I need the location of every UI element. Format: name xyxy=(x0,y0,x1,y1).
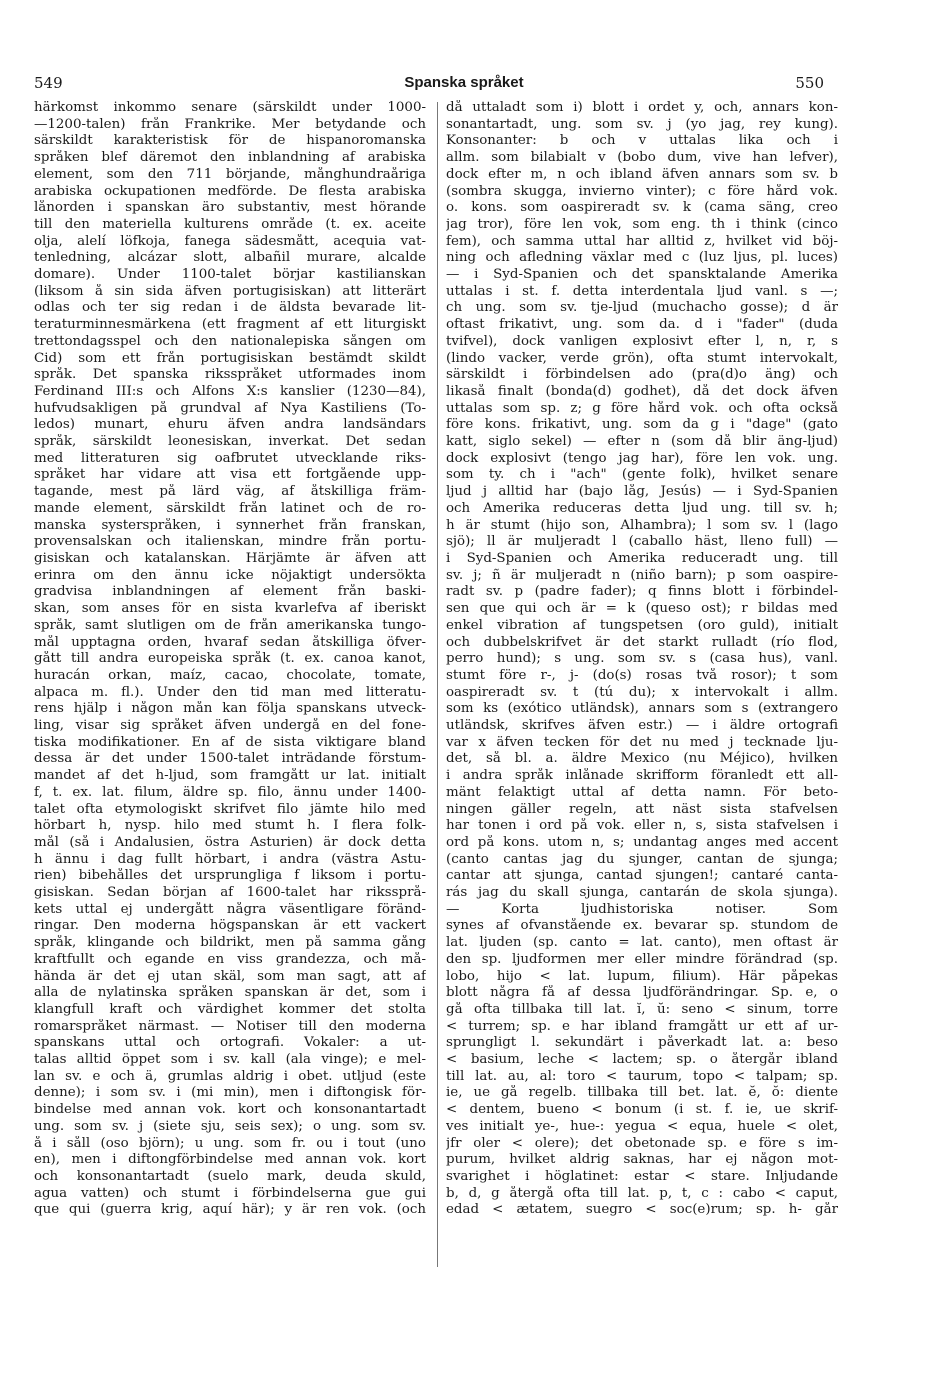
text-line: < basium, leche < lactem; sp. o återgår ibland xyxy=(446,1052,838,1068)
text-line: ie, ue gå regelb. tillbaka till bet. lat. ĕ, ŏ: diente xyxy=(446,1085,838,1101)
text-line: — Korta ljudhistoriska notiser. Som xyxy=(446,901,838,917)
text-line: fem), och samma uttal har alltid z, hvilket vid böj- xyxy=(446,233,838,249)
text-line: i Syd-Spanien och Amerika reduceradt ung. till xyxy=(446,550,838,566)
text-line: o. kons. som oaspireradt sv. k (cama säng, creo xyxy=(446,200,838,216)
text-line: allm. som bilabialt v (bobo dum, vive han lefver), xyxy=(446,150,838,166)
text-line: stumt före r-, j- (do(s) rosas två rosor); t som xyxy=(446,667,838,683)
text-line: erinra om den ännu icke nöjaktigt undersökta xyxy=(34,567,426,583)
text-line: ning och afledning växlar med c (luz ljus, pl. luces) xyxy=(446,250,838,266)
text-line: ord på kons. utom n, s; undantag anges med accent xyxy=(446,834,838,850)
text-line: ringar. Den moderna högspanskan är ett vackert xyxy=(34,918,426,934)
text-line: Ferdinand III:s och Alfons X:s kanslier (1230—84), xyxy=(34,383,426,399)
text-line: som ks (exótico utländsk), annars som s (extrangero xyxy=(446,701,838,717)
text-line: hufvudsakligen på grundval af Nya Kastiliens (To- xyxy=(34,400,426,416)
text-line: till den materiella kulturens område (t. ex. aceite xyxy=(34,216,426,232)
text-line: som ty. ch i "ach" (gente folk), hvilket senare xyxy=(446,467,838,483)
text-line: rens hjälp i någon mån kan följa spanskans utveck- xyxy=(34,701,426,717)
text-line: element, som den 711 börjande, månghundraåriga xyxy=(34,166,426,182)
text-line: talas alltid öppet som i sv. kall (ala vinge); e mel- xyxy=(34,1052,426,1068)
text-line: å i såll (oso björn); u ung. som fr. ou i tout (uno xyxy=(34,1135,426,1151)
text-line: då uttaladt som i) blott i ordet y, och, annars kon- xyxy=(446,100,838,115)
text-line: språket har vidare att visa ett fortgående upp- xyxy=(34,467,426,483)
text-line: ledos) munart, ehuru äfven andra landsändars xyxy=(34,417,426,433)
text-line: rien) bibehålles det ursprungliga f liksom i portu- xyxy=(34,868,426,884)
text-line: uttalas i st. f. detta interdentala ljud vanl. s —; xyxy=(446,283,838,299)
text-line: domare). Under 1100-talet börjar kastilianskan xyxy=(34,267,426,283)
text-line: språk. Det spanska riksspråket utformades inom xyxy=(34,367,426,383)
text-line: och konsonantartadt (suelo mark, deuda skuld, xyxy=(34,1169,426,1184)
text-line: i andra språk inlånade skrifform föranledt ett all- xyxy=(446,768,838,784)
text-line: lan sv. e och ä, grumlas aldrig i obet. utljud (este xyxy=(34,1068,426,1084)
text-line: tagande, mest på lärd väg, af åtskilliga främ- xyxy=(34,484,426,500)
text-line: med litteraturen sig oafbrutet utvecklande riks- xyxy=(34,450,426,466)
text-line: sonantartadt, ung. som sv. j (yo jag, rey kung). xyxy=(446,116,838,132)
text-line: det, så bl. a. äldre Mexico (nu Méjico), hvilken xyxy=(446,751,838,767)
text-line: sv. j; ñ är muljeradt n (niño barn); p som oaspire- xyxy=(446,567,838,583)
text-line: jfr oler < olere); det obetonade sp. e före s im- xyxy=(446,1135,838,1151)
text-line: huracán orkan, maíz, cacao, chocolate, tomate, xyxy=(34,667,426,683)
text-line: särskildt i förbindelsen ado (pra(d)o äng) och xyxy=(446,367,838,383)
text-line: före kons. frikativt, ung. som da g i "dage" (gato xyxy=(446,417,838,433)
text-line: gisiskan och katalanskan. Härjämte är äfven att xyxy=(34,550,426,566)
text-line: spanskans uttal och ortografi. Vokaler: a ut- xyxy=(34,1035,426,1051)
text-line: lånorden i spanskan äro substantiv, mest hörande xyxy=(34,200,426,216)
text-line: ung. som sv. j (siete sju, seis sex); o ung. som sv. xyxy=(34,1118,426,1134)
text-line: en), men i diftongförbindelse med annan vok. kort xyxy=(34,1152,426,1168)
left-column xyxy=(34,100,426,1219)
text-line: b, d, g återgå ofta till lat. p, t, c : cabo < caput, xyxy=(446,1185,838,1201)
text-line: que qui (guerra krig, aquí här); y är ren vok. (och xyxy=(34,1202,426,1218)
text-line: perro hund); s ung. som sv. s (casa hus), vanl. xyxy=(446,651,838,667)
text-line: hända är det ej utan skäl, som man sagt, att af xyxy=(34,968,426,984)
text-line: (sombra skugga, invierno vinter); c före hård vok. xyxy=(446,183,838,199)
text-line: bindelse med annan vok. kort och konsonantartadt xyxy=(34,1102,426,1118)
text-line: till lat. au, al: toro < taurum, topo < talpam; sp. xyxy=(446,1068,838,1084)
text-line: olja, alelí löfkoja, fanega sädesmått, acequia vat- xyxy=(34,233,426,249)
text-line: gått till andra europeiska språk (t. ex. canoa kanot, xyxy=(34,651,426,667)
page-number-left: 549 xyxy=(34,74,63,92)
page-number-right: 550 xyxy=(795,74,824,92)
text-line: arabiska ockupationen medförde. De flesta arabiska xyxy=(34,183,426,199)
text-line: och dubbelskrifvet är det starkt rulladt (río flod, xyxy=(446,634,838,650)
text-line: var x äfven tecken för det nu med j tecknade lju- xyxy=(446,734,838,750)
running-title: Spanska språket xyxy=(404,74,524,91)
text-line: h ännu i dag fullt hörbart, i andra (västra Astu- xyxy=(34,851,426,867)
text-line: ningen gäller regeln, att näst sista stafvelsen xyxy=(446,801,838,817)
text-line: teraturminnesmärkena (ett fragment af ett liturgiskt xyxy=(34,317,426,333)
text-line: svarighet i höglatinet: estar < stare. Inljudande xyxy=(446,1169,838,1184)
text-line: Konsonanter: b och v uttalas lika och i xyxy=(446,133,838,149)
text-line: lat. ljuden (sp. canto = lat. canto), men oftast är xyxy=(446,935,838,951)
text-line: utländsk, skrifves äfven estr.) — i äldre ortografi xyxy=(446,718,838,734)
text-line: gisiskan. Sedan början af 1600-talet har rikssprå- xyxy=(34,885,426,901)
text-line: (lindo vacker, verde grön), ofta stumt intervokalt, xyxy=(446,350,838,366)
text-line: ch ung. som sv. tje-ljud (muchacho gosse); d är xyxy=(446,300,838,316)
text-line: dock explosivt (tengo jag har), före len vok. ung. xyxy=(446,450,838,466)
text-line: (liksom å sin sida äfven portugisiskan) att litterärt xyxy=(34,283,426,299)
text-line: mande element, särskildt från latinet och de ro- xyxy=(34,500,426,516)
right-column xyxy=(446,100,838,1219)
text-line: romarspråket närmast. — Notiser till den moderna xyxy=(34,1018,426,1034)
text-line: gradvisa inblandningen af element från baski- xyxy=(34,584,426,600)
text-line: rás jag du skall sjunga, cantarán de skola sjunga). xyxy=(446,885,838,901)
text-line: h är stumt (hijo son, Alhambra); l som sv. l (lago xyxy=(446,517,838,533)
text-line: ves initialt ye-, hue-: yegua < equa, huele < olet, xyxy=(446,1118,838,1134)
text-line: härkomst inkommo senare (särskildt under 1000- xyxy=(34,100,426,115)
text-line: dock efter m, n och ibland äfven annars som sv. b xyxy=(446,166,838,182)
text-line: lobo, hijo < lat. lupum, filium). Här påpekas xyxy=(446,968,838,984)
text-line: alla de nylatinska språken spanskan är det, som i xyxy=(34,985,426,1001)
text-line: manska systerspråken, i synnerhet från franskan, xyxy=(34,517,426,533)
text-line: synes af ofvanstående ex. bevarar sp. stundom de xyxy=(446,918,838,934)
text-line: — i Syd-Spanien och det spansktalande Amerika xyxy=(446,267,838,283)
page-header xyxy=(0,74,928,96)
text-line: enkel vibration af tungspetsen (oro guld), initialt xyxy=(446,617,838,633)
text-line: cantar att sjunga, cantad sjungen!; cantaré canta- xyxy=(446,868,838,884)
text-line: mål upptagna orden, hvaraf sedan åtskilliga öfver- xyxy=(34,634,426,650)
text-line: likaså finalt (bonda(d) godhet), då det dock äfven xyxy=(446,383,838,399)
text-line: kets uttal ej undergått några väsentligare föränd- xyxy=(34,901,426,917)
text-line: den sp. ljudformen mer eller mindre förändrad (sp. xyxy=(446,951,838,967)
text-line: radt sv. p (padre fader); q finns blott i förbindel- xyxy=(446,584,838,600)
text-line: jag tror), före len vok, som eng. th i think (cinco xyxy=(446,216,838,232)
column-divider xyxy=(437,102,438,1267)
text-line: Cid) som ett från portugisiskan bestämdt skildt xyxy=(34,350,426,366)
text-line: sjö); ll är muljeradt l (caballo häst, lleno full) — xyxy=(446,534,838,550)
text-line: tvifvel), dock vanligen explosivt efter l, n, r, s xyxy=(446,333,838,349)
text-line: katt, siglo sekel) — efter n (som då blir äng-ljud) xyxy=(446,434,838,450)
text-line: skan, som anses för en sista kvarlefva af iberiskt xyxy=(34,601,426,617)
text-line: alpaca m. fl.). Under den tid man med litteratu- xyxy=(34,684,426,700)
text-line: < dentem, bueno < bonum (i st. f. ie, ue skrif- xyxy=(446,1102,838,1118)
text-line: kraftfullt och egande en viss grandezza, och må- xyxy=(34,951,426,967)
text-line: provensalskan och italienskan, mindre från portu- xyxy=(34,534,426,550)
text-line: gå ofta tillbaka till lat. ĭ, ŭ: seno < sinum, torre xyxy=(446,1001,838,1017)
text-line: klangfull kraft och värdighet kommer det stolta xyxy=(34,1001,426,1017)
text-line: (canto cantas jag du sjunger, cantan de sjunga; xyxy=(446,851,838,867)
text-line: sprungligt l. sekundärt i påverkadt lat. a: beso xyxy=(446,1035,838,1051)
text-line: uttalas som sp. z; g före hård vok. och ofta också xyxy=(446,400,838,416)
text-line: mänt felaktigt uttal af detta namn. För beto- xyxy=(446,784,838,800)
text-line: oftast frikativt, ung. som da. d i "fader" (duda xyxy=(446,317,838,333)
text-line: oaspireradt sv. t (tú du); x intervokalt i allm. xyxy=(446,684,838,700)
text-line: dessa är det under 1500-talet inträdande förstum- xyxy=(34,751,426,767)
text-line: sen que qui och är = k (queso ost); r bildas med xyxy=(446,601,838,617)
text-line: tenledning, alcázar slott, albañil murare, alcalde xyxy=(34,250,426,266)
text-line: hörbart h, nysp. hilo med stumt h. I flera folk- xyxy=(34,818,426,834)
text-line: och Amerika reduceras detta ljud ung. till sv. h; xyxy=(446,500,838,516)
text-line: språk, samt slutligen om de från amerikanska tungo- xyxy=(34,617,426,633)
text-line: ling, visar sig språket äfven undergå en del fone- xyxy=(34,718,426,734)
text-line: språk, klingande och bildrikt, men på samma gång xyxy=(34,935,426,951)
text-line: särskildt karakteristisk för de hispanoromanska xyxy=(34,133,426,149)
text-line: odlas och ter sig redan i de äldsta bevarade lit- xyxy=(34,300,426,316)
text-line: purum, hvilket aldrig saknas, har ej någon mot- xyxy=(446,1152,838,1168)
text-line: f, t. ex. lat. filum, äldre sp. filo, ännu under 1400- xyxy=(34,784,426,800)
text-line: tiska modifikationer. En af de sista viktigare bland xyxy=(34,734,426,750)
text-line: agua vatten) och stumt i förbindelserna gue gui xyxy=(34,1185,426,1201)
text-line: denne); i som sv. i (mi min), men i diftongisk för- xyxy=(34,1085,426,1101)
text-line: —1200-talen) från Frankrike. Mer betydande och xyxy=(34,116,426,132)
text-line: språk, särskildt leonesiskan, inverkat. Det sedan xyxy=(34,434,426,450)
text-line: talet ofta etymologiskt skrifvet filo jämte hilo med xyxy=(34,801,426,817)
text-line: mål (så i Andalusien, östra Asturien) är dock detta xyxy=(34,834,426,850)
text-line: har tonen i ord på vok. eller n, s, sista stafvelsen i xyxy=(446,818,838,834)
text-line: edad < ætatem, suegro < soc(e)rum; sp. h- går xyxy=(446,1202,838,1218)
text-line: språken blef däremot den inblandning af arabiska xyxy=(34,150,426,166)
text-line: ljud j alltid har (bajo låg, Jesús) — i Syd-Spanien xyxy=(446,484,838,500)
text-line: < turrem; sp. e har ibland framgått ur ett af ur- xyxy=(446,1018,838,1034)
text-line: blott några få af dessa ljudförändringar. Sp. e, o xyxy=(446,985,838,1001)
text-line: mandet af det h-ljud, som framgått ur lat. initialt xyxy=(34,768,426,784)
text-line: trettondagsspel och den nationalepiska sången om xyxy=(34,333,426,349)
